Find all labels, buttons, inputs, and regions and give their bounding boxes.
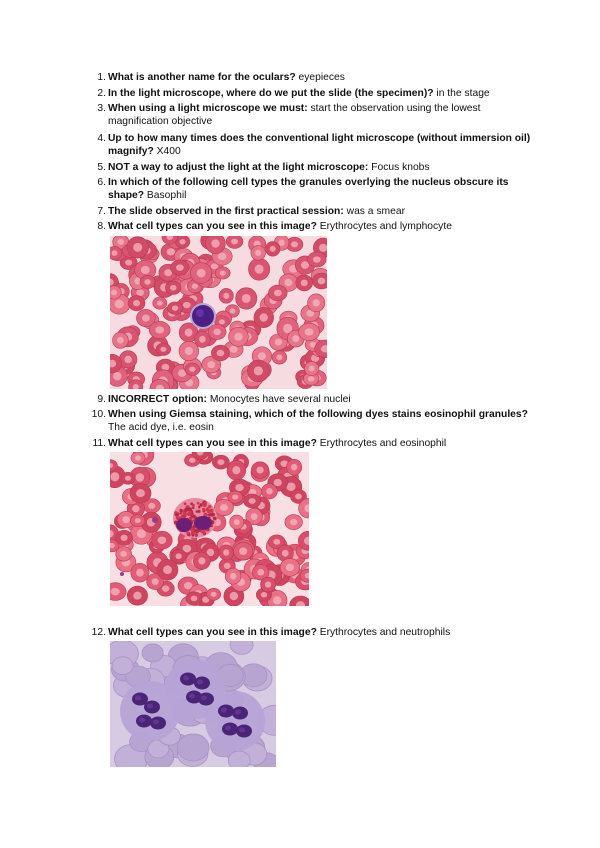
answer-text: eyepieces [295,72,345,83]
question-text: INCORRECT option: [108,394,207,405]
answer-text: The acid dye, i.e. eosin [108,422,214,434]
question-number: 7. [97,206,106,217]
answer-text: start the observation using the lowest magnification objective [108,103,481,128]
question-item [97,102,538,129]
question-item [91,408,538,435]
question-text: When using a light microscope we must: [108,103,308,114]
question-item [97,393,538,406]
answer-text: Erythrocytes and neutrophils [316,627,451,638]
question-number: 6. [97,177,106,188]
question-text: In which of the following cell types the granules overlying the nucleus obscure its shape? [108,177,509,202]
answer-text: Erythrocytes and lymphocyte [316,221,452,232]
answer-text: Monocytes have several nuclei [206,394,351,405]
question-item [91,626,538,639]
question-text: When using Giemsa staining, which of the following dyes stains eosinophil granules? [108,409,528,420]
question-item [97,87,538,100]
question-text: NOT a way to adjust the light at the light microscope: [108,162,369,173]
answer-text: Focus knobs [368,162,430,173]
question-number: 9. [97,394,106,405]
question-number: 4. [97,133,106,144]
answer-text: in the stage [433,88,490,99]
question-number: 8. [97,221,106,232]
question-number: 2. [97,88,106,99]
blood-smear-lymphocyte-image [110,236,327,389]
question-text: The slide observed in the first practical session: [108,206,344,217]
question-number: 10. [91,409,106,420]
question-number: 1. [97,72,106,83]
question-text: What cell types can you see in this image? [108,438,317,449]
question-item [92,437,538,450]
question-text: In the light microscope, where do we put the slide (the specimen)? [108,88,434,99]
question-text: Up to how many times does the conventional light microscope (without immersion oil) magnify? [108,133,531,158]
answer-text: X400 [153,146,181,158]
question-item [97,220,538,233]
question-item [97,132,538,159]
question-number: 12. [91,627,106,638]
answer-text: Erythrocytes and eosinophil [316,438,447,449]
question-number: 11. [92,438,106,449]
question-item [97,176,538,203]
question-number: 5. [97,162,106,173]
blood-smear-neutrophils-image [110,641,276,767]
question-item [97,161,538,174]
question-number: 3. [97,103,106,114]
answer-text: Basophil [144,190,187,202]
question-text: What cell types can you see in this image? [108,221,317,232]
question-item [97,71,538,84]
question-text: What is another name for the oculars? [108,72,296,83]
answer-text: was a smear [343,206,405,217]
blood-smear-eosinophil-image [110,452,309,606]
question-item [97,205,538,218]
question-text: What cell types can you see in this image? [108,627,317,638]
